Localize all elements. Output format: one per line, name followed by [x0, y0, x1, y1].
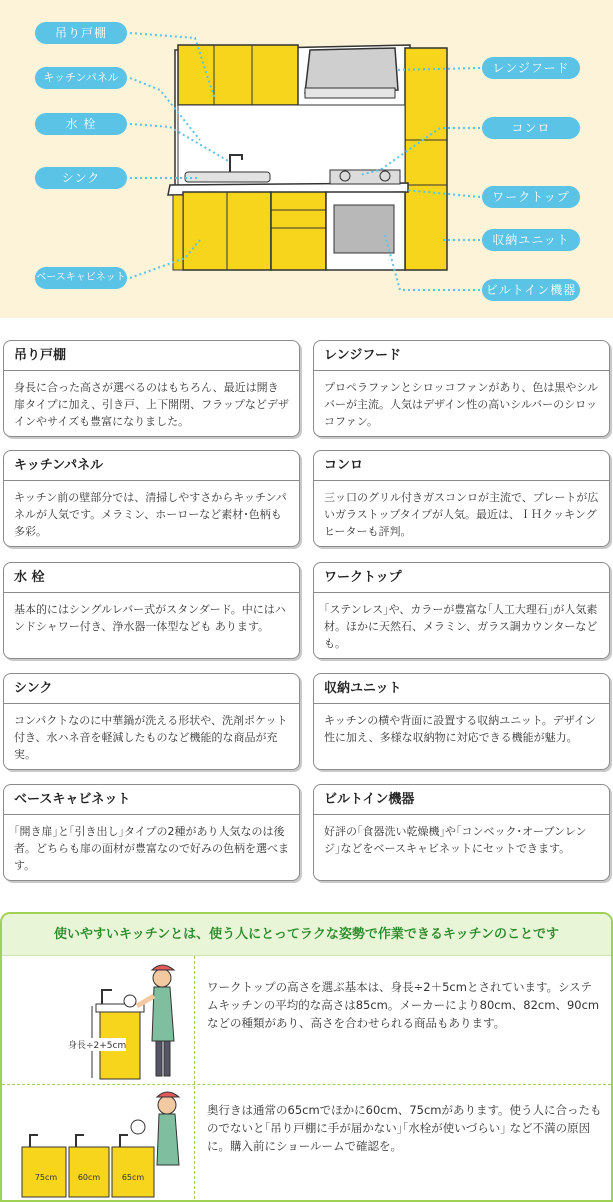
height-illustration	[2, 956, 194, 1088]
card-wall-cabinet	[3, 340, 300, 437]
label-text: ベースキャビネット	[36, 272, 126, 283]
card-body: プロペラファンとシロッコファンがあり、色は黒やシルバーが主流。人気はデザイン性の高いシルバーのシロッコファン。	[324, 381, 599, 428]
person-body-icon	[157, 1114, 179, 1165]
card-body: 基本的にはシングルレバー式がスタンダード。中にはハンドシャワー付き、浄水器一体型なども あります。	[14, 603, 286, 633]
label-text: ワークトップ	[492, 190, 570, 204]
card-title: ワークトップ	[314, 563, 609, 593]
person-head-icon	[153, 969, 171, 987]
usage-text-depth: 奥行きは通常の65cmでほかに60cm、75cmがあります。使う人に合ったものでないと｢吊り戸棚に手が届かない｣｢水栓が使いづらい｣ など不満の原因に。購入前にショールームで確認を。	[207, 1103, 602, 1153]
label-text: レンジフード	[492, 61, 570, 75]
card-title: レンジフード	[314, 341, 609, 371]
label-built-in	[482, 279, 580, 301]
usage-text-height: ワークトップの高さを選ぶ基本は、身長÷2＋5cmとされています。システムキッチンの平均的な高さは85cm。メーカーにより80cm、82cm、90cmなどの種類があり、高さを合わせられる商品もあります。	[207, 980, 600, 1030]
label-faucet	[35, 113, 127, 135]
card-body: 好評の｢食器洗い乾燥機｣や｢コンベック･オーブンレンジ｣などをベースキャビネットにセットできます。	[324, 825, 587, 855]
depth-label-60: 60cm	[77, 1173, 101, 1182]
card-body: キッチンの横や背面に設置する収納ユニット。デザイン性に加え、多様な収納物に対応できる機能が魅力。	[324, 714, 597, 744]
person-head-icon	[158, 1096, 176, 1114]
card-body: 身長に合った高さが選べるのはもちろん、最近は開き扉タイプに加え、引き戸、上下開閉、フラップなどデザインやサイズも豊富になりました。	[14, 381, 289, 428]
label-text: コンロ	[511, 121, 551, 135]
usage-row-depth	[2, 1085, 611, 1202]
card-faucet	[3, 562, 300, 659]
label-sink	[35, 167, 127, 189]
label-text: 吊り戸棚	[54, 26, 107, 40]
usage-row-height	[2, 956, 611, 1084]
card-body: 三ッ口のグリル付きガスコンロが主流で、プレートが広いガラストップタイプが人気。最近は、ＩＨクッキングヒーターも評判。	[324, 491, 599, 538]
height-formula-label: 身長÷2+5cm	[68, 1038, 126, 1051]
label-range-hood	[482, 57, 580, 79]
card-body: キッチン前の壁部分では、清掃しやすさからキッチンパネルが人気です。メラミン、ホーローなど素材･色柄も多彩。	[14, 491, 287, 538]
label-text: シンク	[61, 171, 101, 185]
card-worktop	[313, 562, 610, 659]
label-base-cabinet	[35, 267, 127, 289]
label-worktop	[482, 186, 580, 208]
label-text: 水 栓	[65, 117, 97, 131]
card-sink	[3, 673, 300, 770]
card-kitchen-panel	[3, 450, 300, 547]
card-body: コンパクトなのに中華鍋が洗える形状や、洗剤ポケット付き、水ハネ音を軽減したものなど機能的な商品が充実。	[14, 714, 288, 761]
card-stove	[313, 450, 610, 547]
label-kitchen-panel	[35, 67, 127, 89]
depth-label-65: 65cm	[121, 1173, 145, 1182]
card-base-cabinet	[3, 784, 300, 881]
card-title: コンロ	[314, 451, 609, 481]
sink	[185, 172, 270, 182]
label-stove	[482, 117, 580, 139]
card-title: 吊り戸棚	[4, 341, 299, 371]
card-storage-unit	[313, 673, 610, 770]
label-wall-cabinet	[35, 22, 127, 44]
card-title: ビルトイン機器	[314, 785, 609, 815]
card-title: キッチンパネル	[4, 451, 299, 481]
usability-heading: 使いやすいキッチンとは、使う人にとってラクな姿勢で作業できるキッチンのことです	[2, 914, 611, 956]
card-title: ベースキャビネット	[4, 785, 299, 815]
faucet-icon	[102, 990, 112, 1004]
card-built-in	[313, 784, 610, 881]
range-hood	[305, 48, 398, 93]
depth-illustration	[2, 1085, 194, 1202]
depth-counters	[22, 1135, 154, 1197]
card-body: ｢ステンレス｣や、カラーが豊富な｢人工大理石｣が人気素材。ほかに天然石、メラミン、ガラス調カウンターなども。	[324, 603, 598, 650]
label-text: ビルトイン機器	[485, 283, 577, 297]
card-title: シンク	[4, 674, 299, 704]
label-text: キッチンパネル	[43, 71, 119, 84]
label-storage-unit	[482, 229, 580, 251]
card-title: 収納ユニット	[314, 674, 609, 704]
storage-unit	[405, 48, 447, 270]
wall-cabinet	[178, 45, 298, 105]
person-body-icon	[152, 987, 174, 1041]
kitchen-diagram	[0, 0, 613, 318]
card-title: 水 栓	[4, 563, 299, 593]
usability-section	[0, 912, 613, 1202]
card-range-hood	[313, 340, 610, 437]
label-text: 収納ユニット	[492, 233, 570, 247]
card-body: ｢開き扉｣と｢引き出し｣タイプの2種があり人気なのは後者。どちらも扉の面材が豊富なので好みの色柄を選べます。	[14, 825, 289, 872]
depth-label-75: 75cm	[34, 1173, 58, 1182]
